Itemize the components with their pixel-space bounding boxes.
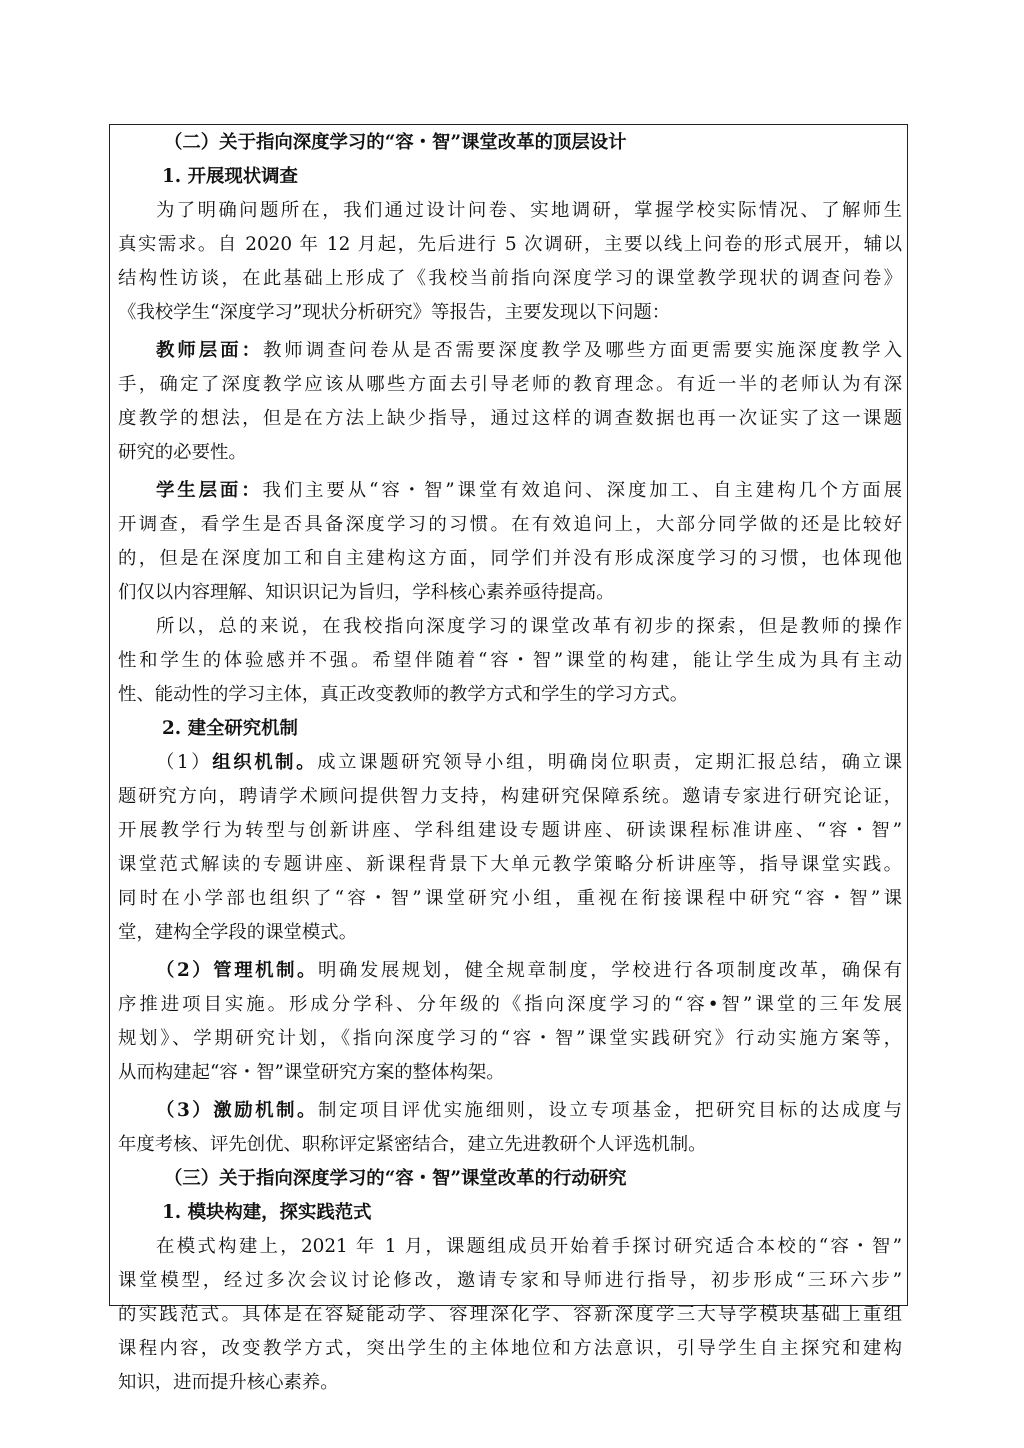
text-line: 的实践范式。具体是在容疑能动学、容理深化学、容新深度学三大导学模块基础上重组 — [118, 1304, 902, 1325]
subsection-heading-1: 1. 开展现状调查 — [162, 166, 298, 187]
incentive-mechanism-label: （3）激励机制。 — [156, 1100, 318, 1121]
text-line: 题研究方向，聘请学术顾问提供智力支持，构建研究保障系统。邀请专家进行研究论证， — [118, 786, 902, 807]
teacher-level-label: 教师层面： — [156, 340, 263, 361]
text-line: 为了明确问题所在，我们通过设计问卷、实地调研，掌握学校实际情况、了解师生 — [156, 200, 902, 221]
text-line: 从而构建起“容・智”课堂研究方案的整体构架。 — [118, 1062, 505, 1083]
text-line: 堂，建构全学段的课堂模式。 — [118, 922, 358, 943]
mgmt-mechanism-label: （2）管理机制。 — [156, 960, 318, 981]
paragraph-incentive-mechanism — [118, 1094, 902, 1162]
subsection-heading-3: 1. 模块构建，探实践范式 — [162, 1202, 372, 1223]
paragraph-module — [118, 1230, 902, 1400]
org-mechanism-label: 组织机制。 — [212, 752, 318, 773]
text-line: 年度考核、评先创优、职称评定紧密结合，建立先进教研个人评选机制。 — [118, 1134, 707, 1155]
section-heading-2: （二）关于指向深度学习的“容・智”课堂改革的顶层设计 — [164, 132, 627, 153]
text-line: 知识，进而提升核心素养。 — [118, 1372, 339, 1393]
paragraph-teacher-level — [118, 334, 902, 470]
text-line: 课堂模型，经过多次会议讨论修改，邀请专家和导师进行指导，初步形成“三环六步” — [118, 1270, 902, 1291]
text-line: 课程内容，改变教学方式，突出学生的主体地位和方法意识，引导学生自主探究和建构 — [118, 1338, 902, 1359]
text-line: 开展教学行为转型与创新讲座、学科组建设专题讲座、研读课程标准讲座、“容・智” — [118, 820, 902, 841]
section-heading-3: （三）关于指向深度学习的“容・智”课堂改革的行动研究 — [164, 1168, 627, 1189]
paragraph-summary — [118, 610, 902, 712]
text-line: 性、能动性的学习主体，真正改变教师的教学方式和学生的学习方式。 — [118, 684, 689, 705]
incentive-mechanism-text: 制定项目评优实施细则，设立专项基金，把研究目标的达成度与 — [318, 1100, 902, 1121]
text-line — [118, 954, 902, 988]
org-mechanism-number: （1） — [156, 752, 213, 773]
text-line — [118, 746, 902, 780]
paragraph-survey — [118, 194, 902, 330]
student-level-text: 我们主要从“容・智”课堂有效追问、深度加工、自主建构几个方面展 — [262, 480, 902, 501]
text-line — [118, 1094, 902, 1128]
text-line: 规划》、学期研究计划，《指向深度学习的“容・智”课堂实践研究》行动实施方案等， — [118, 1028, 902, 1049]
text-line — [118, 474, 902, 508]
text-line: 《我校学生“深度学习”现状分析研究》等报告，主要发现以下问题： — [118, 302, 671, 323]
text-line: 手，确定了深度教学应该从哪些方面去引导老师的教育理念。有近一半的老师认为有深 — [118, 374, 902, 395]
text-line: 课堂范式解读的专题讲座、新课程背景下大单元教学策略分析讲座等，指导课堂实践。 — [118, 854, 902, 875]
text-line: 的，但是在深度加工和自主建构这方面，同学们并没有形成深度学习的习惯，也体现他 — [118, 548, 902, 569]
student-level-label: 学生层面： — [156, 480, 263, 501]
paragraph-student-level — [118, 474, 902, 610]
text-line: 开调查，看学生是否具备深度学习的习惯。在有效追问上，大部分同学做的还是比较好 — [118, 514, 902, 535]
paragraph-org-mechanism — [118, 746, 902, 950]
subsection-heading-2: 2. 建全研究机制 — [162, 718, 298, 739]
text-line: 序推进项目实施。形成分学科、分年级的《指向深度学习的“容•智”课堂的三年发展 — [118, 994, 902, 1015]
document-body — [118, 126, 902, 1400]
text-line: 们仅以内容理解、知识识记为旨归，学科核心素养亟待提高。 — [118, 582, 615, 603]
text-line: 研究的必要性。 — [118, 442, 247, 463]
org-mechanism-text: 成立课题研究领导小组，明确岗位职责，定期汇报总结，确立课 — [317, 752, 902, 773]
text-line: 性和学生的体验感并不强。希望伴随着“容・智”课堂的构建，能让学生成为具有主动 — [118, 650, 902, 671]
text-line: 同时在小学部也组织了“容・智”课堂研究小组，重视在衔接课程中研究“容・智”课 — [118, 888, 902, 909]
text-line: 真实需求。自 2020 年 12 月起，先后进行 5 次调研，主要以线上问卷的形式展开，辅以 — [118, 234, 902, 255]
text-line: 在模式构建上，2021 年 1 月，课题组成员开始着手探讨研究适合本校的“容・智” — [156, 1236, 902, 1257]
paragraph-mgmt-mechanism — [118, 954, 902, 1090]
text-line: 度教学的想法，但是在方法上缺少指导，通过这样的调查数据也再一次证实了这一课题 — [118, 408, 902, 429]
text-line — [118, 334, 902, 368]
text-line: 结构性访谈，在此基础上形成了《我校当前指向深度学习的课堂教学现状的调查问卷》 — [118, 268, 902, 289]
text-line: 所以，总的来说，在我校指向深度学习的课堂改革有初步的探索，但是教师的操作 — [156, 616, 902, 637]
mgmt-mechanism-text: 明确发展规划，健全规章制度，学校进行各项制度改革，确保有 — [318, 960, 902, 981]
teacher-level-text: 教师调查问卷从是否需要深度教学及哪些方面更需要实施深度教学入 — [263, 340, 902, 361]
